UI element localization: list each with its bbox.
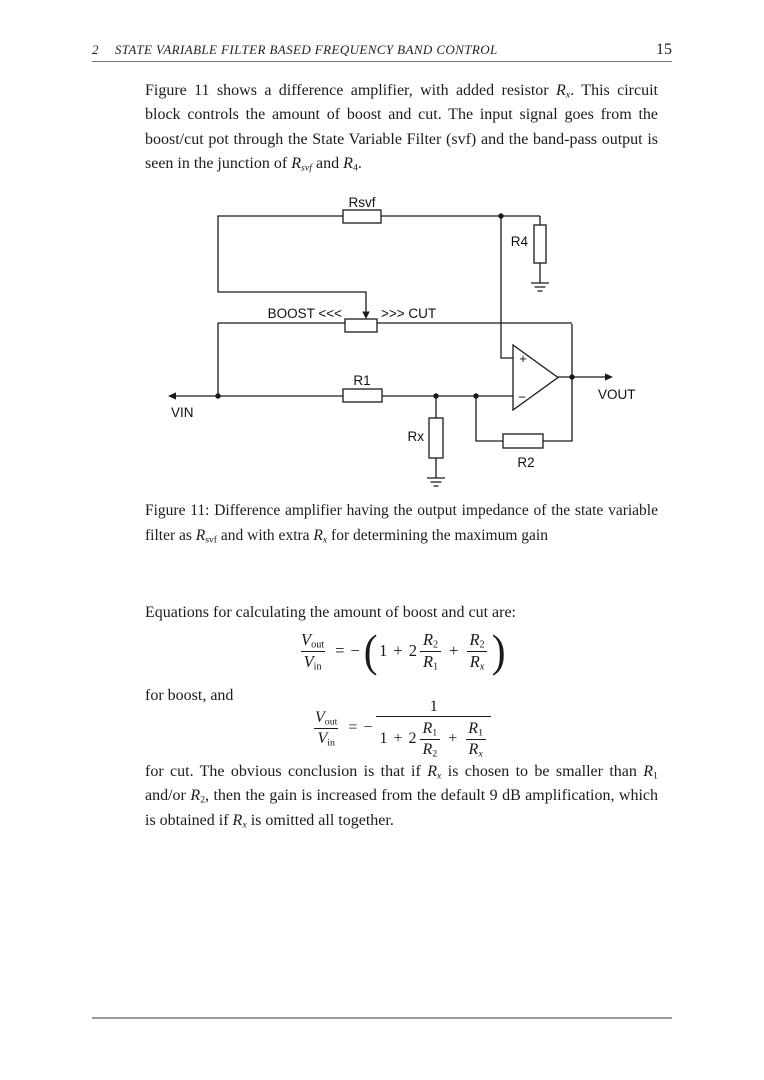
conclusion-text: for cut. The obvious conclusion is that if	[145, 763, 428, 780]
label-boost: BOOST <<<	[267, 306, 342, 321]
var-v: V	[314, 708, 325, 726]
eq-den	[467, 651, 488, 672]
sub-1: 1	[433, 661, 439, 673]
wiper-arrowhead-icon	[362, 312, 369, 320]
eq-den	[301, 651, 325, 672]
resistor-r4	[534, 225, 546, 263]
potentiometer-boost-cut	[345, 319, 377, 332]
sub-x: x	[478, 748, 483, 760]
eq-num	[298, 630, 327, 650]
resistor-r2	[503, 434, 543, 448]
sub-x: x	[479, 661, 485, 673]
caption-text: and with extra	[217, 526, 314, 544]
junction-dot	[569, 374, 574, 379]
equation-boost	[145, 624, 658, 678]
circuit-labels	[171, 195, 636, 470]
label-r4: R4	[510, 234, 528, 249]
eq-num	[420, 630, 441, 650]
sub-2: 2	[479, 639, 485, 651]
sub-2: 2	[433, 639, 439, 651]
intro-text: and	[311, 154, 344, 172]
var-rx: R	[313, 526, 323, 544]
eq-num	[466, 630, 487, 650]
eq-den	[420, 739, 441, 760]
var-rx-sub: x	[436, 770, 442, 782]
var-r: R	[422, 651, 434, 671]
footer-rule	[92, 1017, 672, 1019]
minus-sign: −	[363, 719, 373, 736]
coefficient-two: 2	[408, 641, 417, 660]
section-number: 2	[92, 42, 99, 57]
conclusion-text: is chosen to be smaller than	[441, 763, 644, 780]
sub-out: out	[324, 716, 338, 728]
sub-1: 1	[478, 727, 484, 739]
term-one: 1	[379, 641, 388, 660]
fraction-vout-vin	[298, 630, 327, 671]
var-v: V	[317, 729, 328, 747]
for-boost-text: for boost, and	[145, 687, 234, 704]
junction-dot	[215, 393, 220, 398]
eq-num: 1	[429, 697, 438, 715]
var-r2: R	[190, 787, 201, 805]
caption-text: for determining the maximum gain	[327, 526, 548, 544]
eq-den	[420, 651, 441, 672]
plus-sign: +	[393, 730, 403, 748]
intro-text: . This circuit block controls the amount of boost and cut. The input signal goes from the boost/cut pot through the State Variable Filter (svf) and the band-pass output is seen in the junction of	[145, 82, 658, 172]
term-one: 1	[379, 730, 388, 748]
conclusion-text: is omitted all together.	[246, 811, 394, 829]
intro-text: .	[357, 154, 362, 172]
page-number: 15	[656, 41, 672, 58]
section-title: STATE VARIABLE FILTER BASED FREQUENCY BAND CONTROL	[114, 42, 498, 57]
var-r: R	[469, 651, 480, 671]
sub-1: 1	[432, 727, 438, 739]
junction-dot	[498, 213, 503, 218]
var-r1-sub: 1	[653, 770, 658, 782]
eq-den-row	[376, 716, 491, 759]
conclusion-paragraph	[145, 760, 658, 833]
label-r1: R1	[353, 373, 371, 388]
var-rx: R	[232, 811, 243, 829]
var-rx: R	[556, 82, 566, 99]
var-rx-sub: x	[322, 533, 328, 545]
equals-sign: =	[348, 719, 358, 736]
eq-den	[314, 728, 338, 749]
label-vout: VOUT	[598, 387, 636, 402]
page-header	[92, 41, 672, 59]
label-rsvf: Rsvf	[348, 195, 376, 210]
var-r: R	[468, 740, 479, 758]
label-cut: >>> CUT	[381, 306, 437, 321]
equations-intro: Equations for calculating the amount of boost and cut are:	[145, 604, 516, 621]
ground-rx-icon	[427, 478, 445, 486]
sub-2: 2	[432, 748, 438, 760]
resistor-rsvf	[343, 210, 381, 223]
opamp-minus-sign: −	[518, 389, 526, 405]
coefficient-two: 2	[408, 730, 417, 748]
var-r: R	[422, 740, 433, 758]
var-rsvf-sub: svf	[205, 533, 217, 545]
var-r: R	[422, 720, 433, 738]
var-rsvf: R	[195, 526, 206, 544]
equals-sign: =	[335, 641, 345, 660]
opamp-plus-sign: +	[519, 351, 527, 366]
intro-text: Figure 11 shows a difference amplifier, with added resistor	[145, 82, 557, 99]
eq-num	[420, 719, 441, 739]
var-rx-sub: x	[242, 819, 247, 831]
var-rx: R	[427, 763, 437, 780]
eq-num	[312, 708, 340, 728]
var-r4: R	[343, 154, 353, 172]
var-v: V	[301, 630, 312, 650]
var-rx-sub: x	[565, 89, 571, 101]
close-paren: )	[491, 625, 506, 677]
eq-num	[465, 719, 486, 739]
open-paren: (	[363, 625, 378, 677]
header-rule	[92, 61, 672, 62]
var-rsvf-sub: svf	[300, 162, 312, 174]
var-r2-sub: 2	[200, 794, 206, 806]
plus-sign: +	[448, 730, 458, 748]
junction-dot	[433, 393, 438, 398]
intro-paragraph	[145, 79, 658, 176]
caption-text: Figure 11: Difference amplifier having the output impedance of the state variable filter as	[145, 502, 658, 544]
circuit-diagram	[150, 192, 660, 492]
conclusion-text: and/or	[145, 787, 191, 805]
wire-top-loop	[218, 216, 540, 313]
fraction-vout-vin	[312, 708, 340, 748]
sub-out: out	[311, 639, 325, 651]
label-vin: VIN	[171, 405, 194, 420]
figure-caption	[145, 499, 658, 548]
equation-cut	[145, 696, 658, 760]
vout-arrowhead-icon	[605, 373, 613, 380]
fraction-r1-r2	[420, 719, 441, 759]
fraction-r2-rx	[466, 630, 487, 671]
var-r: R	[468, 720, 479, 738]
resistor-r1	[343, 389, 382, 402]
ground-r4-icon	[531, 283, 549, 291]
resistor-rx	[429, 418, 443, 458]
sub-in: in	[327, 736, 335, 748]
var-v: V	[303, 651, 314, 671]
minus-sign: −	[350, 641, 360, 660]
var-r: R	[422, 630, 434, 650]
label-rx: Rx	[407, 429, 424, 444]
junction-dot	[473, 393, 478, 398]
fraction-r2-r1	[420, 630, 441, 671]
fraction-r1-rx	[465, 719, 486, 759]
vin-arrowhead-icon	[168, 392, 176, 399]
plus-sign: +	[449, 641, 459, 660]
var-r4-sub: 4	[352, 162, 358, 174]
conclusion-text: , then the gain is increased from the default 9 dB amplification, which is obtained if	[145, 787, 659, 829]
sub-in: in	[313, 661, 322, 673]
eq-den	[466, 739, 486, 760]
var-r1: R	[643, 763, 654, 780]
plus-sign: +	[393, 641, 403, 660]
var-rsvf: R	[291, 154, 301, 172]
var-r: R	[469, 630, 480, 650]
label-r2: R2	[517, 455, 535, 470]
fraction-main	[376, 697, 491, 760]
